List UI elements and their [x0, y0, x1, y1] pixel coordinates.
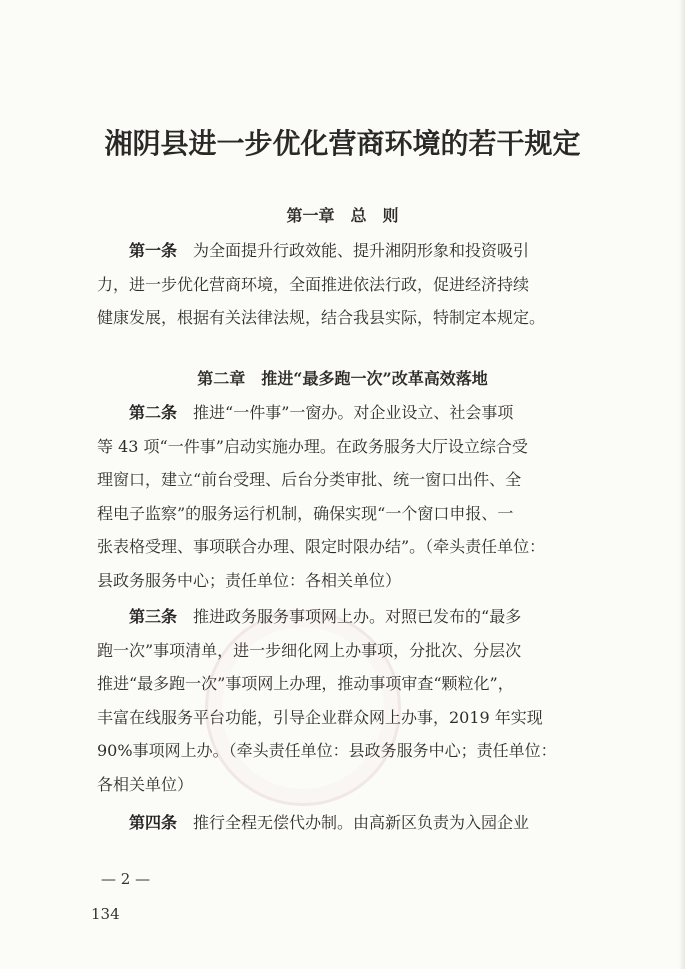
article-4-label: 第四条: [129, 813, 178, 832]
article-4-line-1: [97, 806, 584, 840]
article-1-text-1: 为全面提升行政效能、提升湘阴形象和投资吸引: [193, 241, 530, 260]
article-3-text-1: 推进政务服务事项网上办。对照已发布的“最多: [193, 607, 522, 626]
article-3-line-6: 各相关单位）: [97, 774, 194, 794]
sheet-number: 134: [91, 905, 120, 923]
article-2-line-5: 张表格受理、事项联合办理、限定时限办结”。（牵头责任单位：: [97, 537, 546, 556]
chapter-1-heading: 第一章 总 则: [286, 206, 399, 225]
article-4: [97, 806, 584, 840]
article-4-text-1: 推行全程无偿代办制。由高新区负责为入园企业: [193, 813, 530, 832]
chapter-2-heading: 第二章 推进“最多跑一次”改革高效落地: [197, 369, 488, 388]
article-2-line-4: 程电子监察”的服务运行机制，确保实现“一个窗口申报、一: [97, 503, 514, 523]
article-2-label: 第二条: [129, 403, 178, 422]
article-3-line-3: 推进“最多跑一次”事项网上办理，推动事项审查“颗粒化”，: [97, 674, 514, 693]
article-3-line-2: 跑一次”事项清单，进一步细化网上办事项，分批次、分层次: [97, 640, 522, 660]
article-2-line-1: [97, 396, 584, 430]
article-2-line-3: 理窗口，建立“前台受理、后台分类审批、统一窗口出件、全: [97, 470, 522, 489]
article-3-label: 第三条: [129, 607, 178, 626]
article-2-line-6: 县政务服务中心；责任单位：各相关单位）: [97, 570, 402, 590]
article-3-line-5: 90%事项网上办。（牵头责任单位：县政务服务中心；责任单位：: [97, 741, 557, 760]
article-2-text-1: 推进“一件事”一窗办。对企业设立、社会事项: [193, 403, 514, 422]
document-title: 湘阴县进一步优化营商环境的若干规定: [104, 127, 581, 160]
page-edge-shadow: [679, 0, 685, 969]
article-3: [97, 600, 584, 801]
article-2-line-2: 等 43 项“一件事”启动实施办理。在政务服务大厅设立综合受: [97, 436, 528, 456]
page-number: — 2 —: [101, 870, 151, 888]
article-1-line-3: 健康发展，根据有关法律法规，结合我县实际，特制定本规定。: [97, 308, 546, 327]
article-3-line-4: 丰富在线服务平台功能，引导企业群众网上办事，2019 年实现: [97, 707, 543, 727]
article-3-line-1: [97, 600, 584, 634]
article-1-label: 第一条: [129, 241, 178, 260]
article-2: [97, 396, 584, 597]
article-1: [97, 234, 584, 335]
article-1-line-1: [97, 234, 584, 268]
article-1-line-2: 力，进一步优化营商环境，全面推进依法行政，促进经济持续: [97, 274, 530, 294]
